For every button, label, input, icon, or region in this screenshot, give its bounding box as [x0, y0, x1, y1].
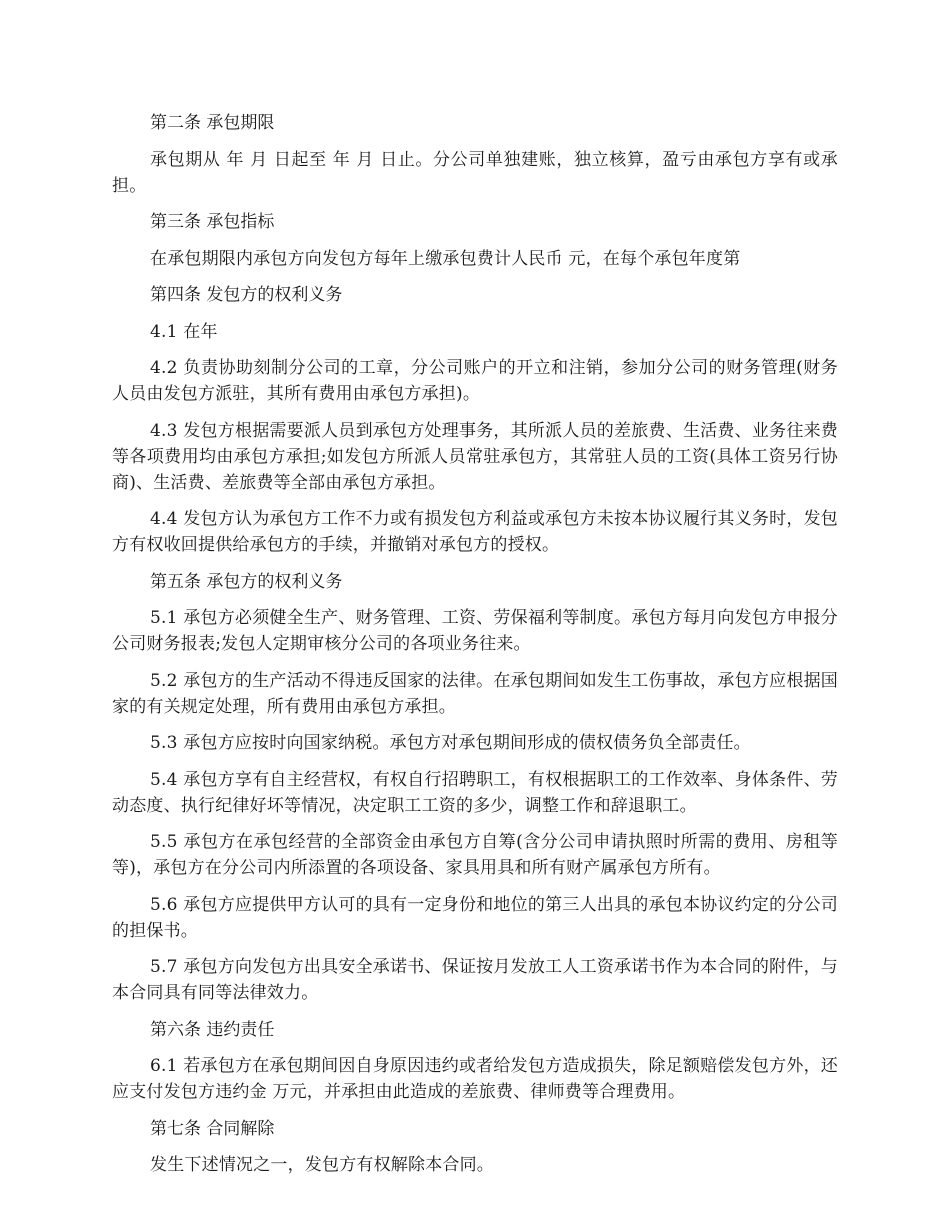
article-5-heading: 第五条 承包方的权利义务 [150, 571, 343, 592]
clause-4-2: 4.2 负责协助刻制分公司的工章，分公司账户的开立和注销，参加分公司的财务管理(财务人员由发包方派驻，其所有费用由承包方承担)。 [112, 358, 838, 404]
clause-5-5: 5.5 承包方在承包经营的全部资金由承包方自筹(含分公司申请执照时所需的费用、房租等等)，承包方在分公司内所添置的各项设备、家具用具和所有财产属承包方所有。 [112, 832, 838, 878]
article-2-heading: 第二条 承包期限 [150, 113, 275, 133]
article-6-heading: 第六条 违约责任 [150, 1019, 275, 1040]
clause-6-1: 6.1 若承包方在承包期间因自身原因违约或者给发包方造成损失，除足额赔偿发包方外，还应支付发包方违约金 万元，并承担由此造成的差旅费、律师费等合理费用。 [112, 1056, 838, 1102]
article-7-text: 发生下述情况之一，发包方有权解除本合同。 [150, 1155, 494, 1175]
clause-5-2: 5.2 承包方的生产活动不得违反国家的法律。在承包期间如发生工伤事故，承包方应根据国家的有关规定处理，所有费用由承包方承担。 [112, 670, 838, 717]
clause-4-3: 4.3 发包方根据需要派人员到承包方处理事务，其所派人员的差旅费、生活费、业务往来费等各项费用均由承包方承担;如发包方所派人员常驻承包方，其常驻人员的工资(具体工资另行协商)、生活费、差旅费等全部由承包方承担。 [112, 420, 838, 493]
article-4-heading: 第四条 发包方的权利义务 [150, 285, 343, 305]
article-2-text: 承包期从 年 月 日起至 年 月 日止。分公司单独建账，独立核算，盈亏由承包方享有或承担。 [112, 149, 838, 196]
clause-5-6: 5.6 承包方应提供甲方认可的具有一定身份和地位的第三人出具的承包本协议约定的分公司的担保书。 [112, 894, 838, 941]
clause-4-1: 4.1 在年 [150, 321, 218, 342]
clause-5-4: 5.4 承包方享有自主经营权，有权自行招聘职工，有权根据职工的工作效率、身体条件、劳动态度、执行纪律好坏等情况，决定职工工资的多少，调整工作和辞退职工。 [112, 769, 838, 816]
clause-4-4: 4.4 发包方认为承包方工作不力或有损发包方利益或承包方未按本协议履行其义务时，发包方有权收回提供给承包方的手续，并撤销对承包方的授权。 [112, 509, 838, 555]
document-body [112, 110, 838, 1189]
clause-5-7: 5.7 承包方向发包方出具安全承诺书、保证按月发放工人工资承诺书作为本合同的附件，与本合同具有同等法律效力。 [112, 957, 838, 1003]
clause-5-3: 5.3 承包方应按时向国家纳税。承包方对承包期间形成的债权债务负全部责任。 [150, 733, 751, 753]
article-3-text: 在承包期限内承包方向发包方每年上缴承包费计人民币 元，在每个承包年度第 [150, 248, 741, 269]
article-3-heading: 第三条 承包指标 [150, 212, 275, 232]
clause-5-1: 5.1 承包方必须健全生产、财务管理、工资、劳保福利等制度。承包方每月向发包方申报分公司财务报表;发包人定期审核分公司的各项业务往来。 [112, 608, 838, 654]
article-7-heading: 第七条 合同解除 [150, 1118, 275, 1139]
